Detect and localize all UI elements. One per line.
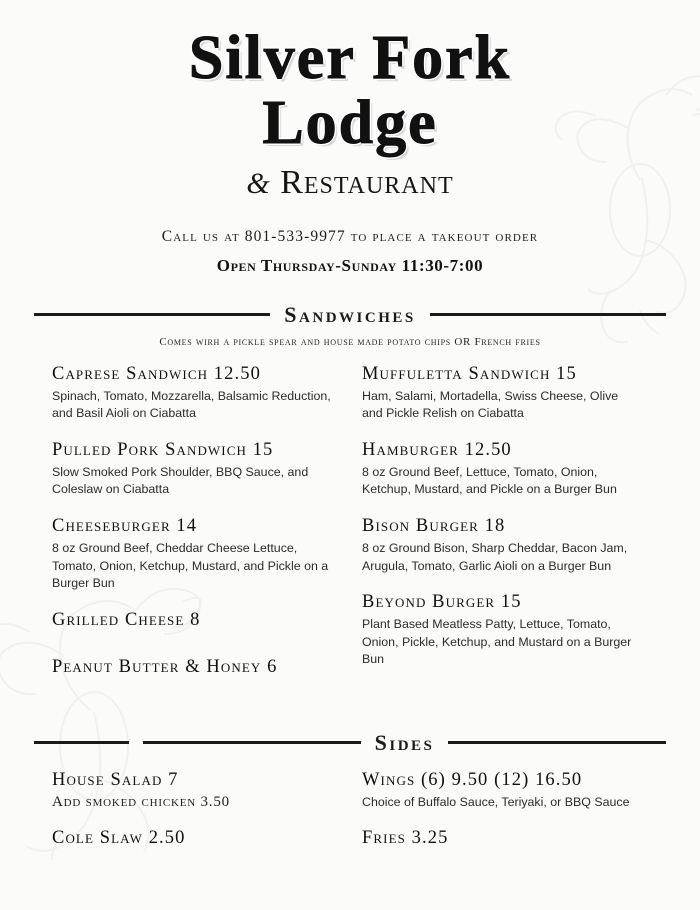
menu-item-name: Peanut Butter & Honey 6	[52, 656, 278, 677]
sandwiches-heading-label: Sandwiches	[284, 301, 416, 327]
menu-item	[362, 440, 666, 499]
heading-rule-left	[34, 313, 270, 316]
sides-heading-rule-right	[448, 741, 666, 744]
menu-item	[362, 516, 666, 575]
sides-heading-rule-left	[34, 741, 129, 744]
sides-heading-rule-left-long	[143, 741, 361, 744]
menu-item	[52, 440, 336, 499]
restaurant-subtitle-text: Restaurant	[280, 163, 454, 201]
menu-item	[52, 828, 336, 849]
menu-item	[52, 610, 336, 631]
menu-item	[52, 364, 336, 423]
ampersand-glyph: &	[246, 166, 271, 200]
sandwiches-note: Comes wirh a pickle spear and house made potato chips OR French fries	[159, 335, 541, 348]
sides-heading-label: Sides	[374, 729, 435, 755]
menu-item-desc: Slow Smoked Pork Shoulder, BBQ Sauce, and Coleslaw on Ciabatta	[52, 464, 309, 497]
menu-item	[362, 364, 666, 423]
menu-item-desc: Ham, Salami, Mortadella, Swiss Cheese, Olive and Pickle Relish on Ciabatta	[362, 388, 619, 421]
sides-columns	[34, 770, 666, 876]
takeout-phone-line: Call us at 801-533-9977 to place a takeout order	[161, 227, 539, 245]
menu-item-name: Cheeseburger 14	[52, 515, 198, 536]
menu-item	[362, 770, 666, 812]
menu-item	[52, 657, 336, 678]
restaurant-subtitle	[34, 164, 666, 202]
menu-item-desc: 8 oz Ground Beef, Cheddar Cheese Lettuce, Tomato, Onion, Ketchup, Mustard, and Pickle on a Burger Bun	[52, 540, 329, 591]
menu-item-desc: 8 oz Ground Bison, Sharp Cheddar, Bacon Jam, Arugula, Tomato, Garlic Aioli on a Burger Bun	[362, 540, 628, 573]
sandwiches-section-heading	[34, 302, 666, 328]
menu-item-desc: Plant Based Meatless Patty, Lettuce, Tomato, Onion, Pickle, Ketchup, and Mustard on a Burger Bun	[362, 617, 632, 667]
menu-item	[52, 516, 336, 593]
menu-item-name: Fries 3.25	[362, 828, 449, 849]
menu-item-name: Grilled Cheese 8	[52, 609, 201, 630]
sides-left-column	[34, 770, 350, 876]
sides-section-heading	[34, 730, 666, 756]
menu-item-name: Muffuletta Sandwich 15	[362, 363, 577, 384]
menu-item	[52, 770, 336, 811]
menu-item-name: Bison Burger 18	[362, 515, 506, 536]
sandwiches-left-column	[34, 364, 350, 704]
sandwiches-right-column	[350, 364, 666, 704]
menu-item-name: Beyond Burger 15	[362, 592, 522, 613]
menu-item	[362, 828, 666, 849]
menu-item	[362, 592, 666, 669]
restaurant-header	[34, 24, 666, 202]
menu-item-desc: Choice of Buffalo Sauce, Teriyaki, or BBQ Sauce	[362, 794, 630, 809]
menu-item-name: Pulled Pork Sandwich 15	[52, 439, 274, 460]
sides-right-column	[350, 770, 666, 876]
menu-item-name: House Salad 7	[52, 769, 179, 790]
menu-item-name: Caprese Sandwich 12.50	[52, 363, 261, 384]
menu-item-name: Hamburger 12.50	[362, 439, 512, 460]
menu-item-addon: Add smoked chicken 3.50	[52, 793, 230, 810]
hours-line: Open Thursday-Sunday 11:30-7:00	[216, 255, 484, 275]
menu-item-name: Wings (6) 9.50 (12) 16.50	[362, 769, 583, 790]
restaurant-title-line1: Silver Fork	[188, 24, 512, 92]
menu-item-desc: Spinach, Tomato, Mozzarella, Balsamic Reduction, and Basil Aioli on Ciabatta	[52, 388, 331, 421]
menu-item-name: Cole Slaw 2.50	[52, 827, 186, 848]
restaurant-title-line2: Lodge	[262, 88, 438, 157]
sandwiches-columns	[34, 364, 666, 704]
heading-rule-right	[430, 313, 666, 316]
menu-item-desc: 8 oz Ground Beef, Lettuce, Tomato, Onion, Ketchup, Mustard, and Pickle on a Burger Bun	[362, 464, 617, 497]
